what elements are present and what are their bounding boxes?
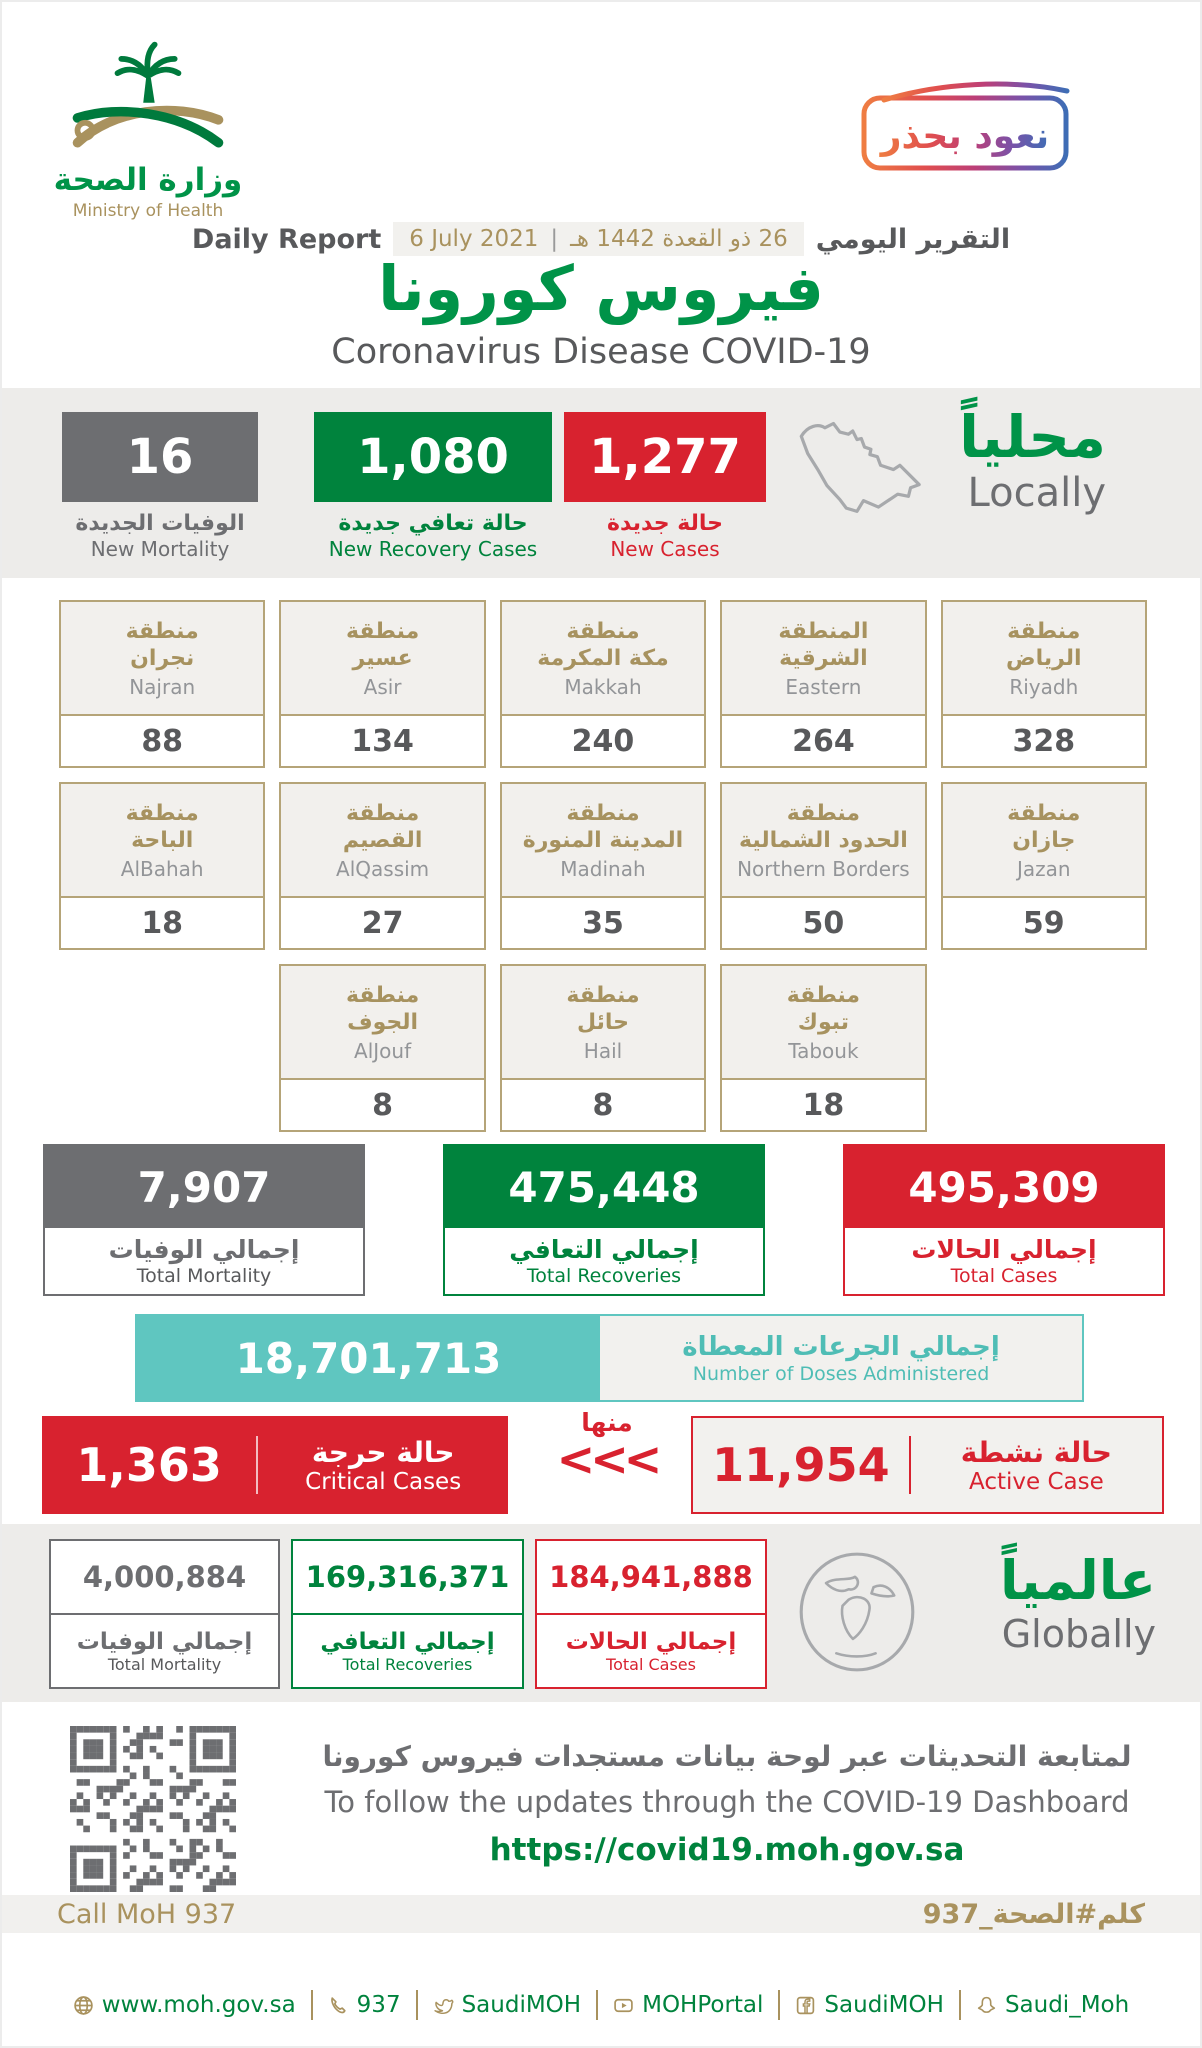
region-ar-line2: المدينة المنورة xyxy=(522,828,684,853)
twitter-link[interactable] xyxy=(418,1990,599,2020)
local-totals-row xyxy=(43,1144,1165,1296)
call-moh-band xyxy=(2,1895,1200,1933)
moh-logo-icon xyxy=(60,36,236,158)
return-with-caution-badge xyxy=(858,78,1072,178)
global-mortality-value: 4,000,884 xyxy=(82,1560,247,1594)
social-links-row xyxy=(2,1990,1200,2020)
region-ar-line2: حائل xyxy=(576,1010,629,1035)
global-mortality-box xyxy=(49,1539,280,1689)
region-ar-line1: منطقة xyxy=(125,800,199,826)
region-value: 59 xyxy=(1022,905,1065,941)
region-en: Asir xyxy=(363,674,402,699)
page-title-arabic: فيروس كورونا xyxy=(378,252,824,325)
region-card-northern-borders xyxy=(720,782,926,950)
region-ar-line1: منطقة xyxy=(1007,800,1081,826)
region-ar-line2: جازان xyxy=(1012,828,1076,853)
total-cases-value: 495,309 xyxy=(845,1146,1163,1228)
left-arrows-icon: <<< xyxy=(556,1432,658,1486)
globe-icon xyxy=(795,1550,919,1674)
phone-link[interactable] xyxy=(313,1990,418,2020)
region-en: Tabouk xyxy=(788,1038,859,1063)
facebook-icon xyxy=(795,1995,816,2016)
region-ar-line2: عسير xyxy=(352,646,413,671)
youtube-icon xyxy=(613,1995,634,2016)
region-ar-line1: منطقة xyxy=(786,800,860,826)
new-mortality-stat xyxy=(62,412,258,561)
total-recoveries-label-ar: إجمالي التعافي xyxy=(509,1235,699,1264)
social-label: 937 xyxy=(356,1992,401,2018)
dashboard-line-en: To follow the updates through the COVID-19 Dashboard xyxy=(324,1785,1130,1819)
global-cases-value: 184,941,888 xyxy=(549,1560,753,1594)
region-value: 8 xyxy=(592,1087,614,1123)
total-mortality-value: 7,907 xyxy=(45,1146,363,1228)
region-en: Eastern xyxy=(785,674,862,699)
total-recoveries-box xyxy=(443,1144,765,1296)
region-en: Riyadh xyxy=(1009,674,1079,699)
moh-logo-block xyxy=(50,36,246,221)
region-ar-line1: منطقة xyxy=(786,982,860,1008)
region-card-madinah xyxy=(500,782,706,950)
region-en: Hail xyxy=(583,1038,623,1063)
region-value: 18 xyxy=(802,1087,845,1123)
new-mortality-value: 16 xyxy=(62,412,258,502)
region-cards-grid xyxy=(59,600,1147,1132)
total-mortality-box xyxy=(43,1144,365,1296)
dashboard-line-ar: لمتابعة التحديثات عبر لوحة بيانات مستجدات فيروس كورونا xyxy=(322,1740,1132,1773)
global-cases-label-ar: إجمالي الحالات xyxy=(565,1628,737,1655)
total-mortality-label-en: Total Mortality xyxy=(136,1265,272,1287)
date-gregorian: 6 July 2021 xyxy=(409,226,539,252)
social-label: SaudiMOH xyxy=(461,1992,582,2018)
region-card-jazan xyxy=(941,782,1147,950)
region-ar-line1: منطقة xyxy=(566,800,640,826)
active-cases-label-ar: حالة نشطة xyxy=(960,1435,1112,1469)
global-cases-label-en: Total Cases xyxy=(606,1654,696,1674)
region-ar-line2: نجران xyxy=(130,646,195,671)
badge-text: نعود بحذر xyxy=(880,116,1050,157)
region-value: 88 xyxy=(141,723,184,759)
new-cases-stat xyxy=(564,412,766,561)
total-recoveries-label-en: Total Recoveries xyxy=(526,1265,682,1287)
global-recoveries-value: 169,316,371 xyxy=(305,1560,510,1594)
date-hijri: 26 ذو القعدة 1442 هـ xyxy=(570,226,788,252)
website-link[interactable] xyxy=(58,1990,313,2020)
critical-cases-label-ar: حالة حرجة xyxy=(311,1435,455,1469)
global-recoveries-label-ar: إجمالي التعافي xyxy=(320,1628,495,1655)
globe-icon xyxy=(73,1995,94,2016)
social-label: www.moh.gov.sa xyxy=(101,1992,296,2018)
region-value: 27 xyxy=(361,905,404,941)
new-recoveries-label-en: New Recovery Cases xyxy=(328,537,538,561)
new-recoveries-stat xyxy=(314,412,552,561)
region-en: Makkah xyxy=(564,674,642,699)
daily-report-label-en: Daily Report xyxy=(191,223,382,255)
region-en: AlJouf xyxy=(354,1038,412,1063)
new-cases-value: 1,277 xyxy=(564,412,766,502)
locally-heading-en: Locally xyxy=(967,469,1106,516)
total-recoveries-value: 475,448 xyxy=(445,1146,763,1228)
local-stats-band xyxy=(2,388,1200,578)
critical-cases-label-en: Critical Cases xyxy=(305,1468,462,1495)
region-value: 8 xyxy=(372,1087,394,1123)
social-label: MOHPortal xyxy=(642,1992,764,2018)
region-en: Najran xyxy=(129,674,196,699)
region-value: 264 xyxy=(792,723,855,759)
call-moh-hashtag-ar: كلم#الصحة_937 xyxy=(922,1898,1145,1930)
globally-heading xyxy=(1000,1550,1156,1656)
region-en: Jazan xyxy=(1016,856,1071,881)
region-card-albahah xyxy=(59,782,265,950)
new-recoveries-value: 1,080 xyxy=(314,412,552,502)
region-ar-line2: القصيم xyxy=(342,828,423,853)
region-card-hail xyxy=(500,964,706,1132)
social-label: SaudiMOH xyxy=(824,1992,944,2018)
region-ar-line2: الشرقية xyxy=(779,646,868,671)
region-en: Madinah xyxy=(560,856,646,881)
region-en: AlQassim xyxy=(336,856,430,881)
region-en: AlBahah xyxy=(120,856,204,881)
daily-report-label-ar: التقرير اليومي xyxy=(815,223,1011,255)
critical-cases-value: 1,363 xyxy=(76,1438,222,1492)
doses-label-ar: إجمالي الجرعات المعطاة xyxy=(682,1331,1000,1362)
region-card-alqassim xyxy=(279,782,485,950)
region-ar-line2: الرياض xyxy=(1005,646,1082,671)
ministry-name-english: Ministry of Health xyxy=(72,201,224,221)
doses-value: 18,701,713 xyxy=(137,1316,600,1400)
region-value: 328 xyxy=(1012,723,1076,759)
new-mortality-label-ar: الوفيات الجديدة xyxy=(75,511,245,536)
region-ar-line2: تبوك xyxy=(797,1010,849,1035)
new-mortality-label-en: New Mortality xyxy=(90,537,230,561)
ministry-name-arabic: وزارة الصحة xyxy=(53,162,243,198)
region-ar-line1: منطقة xyxy=(1007,618,1081,644)
region-value: 240 xyxy=(571,723,635,759)
globally-heading-en: Globally xyxy=(1001,1612,1156,1657)
total-mortality-label-ar: إجمالي الوفيات xyxy=(108,1235,300,1264)
page-title-english: Coronavirus Disease COVID-19 xyxy=(331,332,871,372)
global-stats-band xyxy=(2,1524,1200,1702)
globally-heading-ar: عالمياً xyxy=(1000,1549,1156,1612)
region-card-asir xyxy=(279,600,485,768)
region-value: 50 xyxy=(802,905,845,941)
snapchat-icon xyxy=(976,1995,997,2016)
region-ar-line1: منطقة xyxy=(125,618,199,644)
critical-cases-box xyxy=(42,1416,508,1514)
doses-administered-bar xyxy=(135,1314,1084,1402)
region-value: 134 xyxy=(351,723,414,759)
region-card-tabouk xyxy=(720,964,926,1132)
saudi-map-icon xyxy=(782,406,932,546)
active-cases-value: 11,954 xyxy=(712,1438,890,1492)
youtube-link[interactable] xyxy=(598,1990,780,2020)
call-moh-label-en: Call MoH 937 xyxy=(57,1898,237,1930)
dashboard-note xyxy=(292,1740,1162,1868)
social-label: Saudi_Moh xyxy=(1004,1992,1130,2018)
region-ar-line1: منطقة xyxy=(566,618,640,644)
region-ar-line1: المنطقة xyxy=(778,618,869,644)
badge-icon xyxy=(858,78,1072,174)
total-cases-label-en: Total Cases xyxy=(950,1265,1058,1287)
region-card-aljouf xyxy=(279,964,485,1132)
region-card-najran xyxy=(59,600,265,768)
region-ar-line1: منطقة xyxy=(345,800,420,826)
global-cases-box xyxy=(535,1539,767,1689)
snapchat-link[interactable] xyxy=(961,1990,1144,2020)
twitter-icon xyxy=(433,1995,454,2016)
global-mortality-label-en: Total Mortality xyxy=(107,1654,222,1674)
region-card-riyadh xyxy=(941,600,1147,768)
global-mortality-label-ar: إجمالي الوفيات xyxy=(76,1628,253,1655)
region-ar-line2: الحدود الشمالية xyxy=(739,828,908,853)
locally-heading xyxy=(959,404,1106,515)
of-which-label-ar: منها xyxy=(581,1408,633,1437)
region-ar-line2: الباحة xyxy=(131,828,194,853)
global-recoveries-label-en: Total Recoveries xyxy=(342,1654,473,1674)
dashboard-url-link[interactable]: https://covid19.moh.gov.sa xyxy=(489,1832,965,1868)
total-cases-box xyxy=(843,1144,1165,1296)
phone-icon xyxy=(328,1995,349,2016)
date-separator: | xyxy=(550,226,559,252)
new-cases-label-en: New Cases xyxy=(610,537,720,561)
global-recoveries-box xyxy=(291,1539,524,1689)
region-card-eastern xyxy=(720,600,926,768)
active-cases-label-en: Active Case xyxy=(968,1468,1104,1495)
locally-heading-ar: محلياً xyxy=(959,403,1106,471)
region-en: Northern Borders xyxy=(737,856,910,881)
active-cases-box xyxy=(691,1416,1164,1514)
region-card-makkah xyxy=(500,600,706,768)
region-ar-line1: منطقة xyxy=(345,618,420,644)
region-ar-line2: الجوف xyxy=(347,1010,419,1035)
region-value: 35 xyxy=(582,905,624,941)
region-ar-line2: مكة المكرمة xyxy=(537,646,669,671)
qr-code xyxy=(70,1726,236,1892)
report-date xyxy=(393,222,803,256)
new-recoveries-label-ar: حالة تعافي جديدة xyxy=(338,511,528,536)
of-which-annotation xyxy=(547,1408,667,1486)
dateline xyxy=(2,222,1200,256)
facebook-link[interactable] xyxy=(780,1990,961,2020)
region-value: 18 xyxy=(141,905,184,941)
region-ar-line1: منطقة xyxy=(345,982,420,1008)
region-ar-line1: منطقة xyxy=(566,982,640,1008)
total-cases-label-ar: إجمالي الحالات xyxy=(911,1235,1097,1264)
doses-label-en: Number of Doses Administered xyxy=(692,1362,990,1385)
new-cases-label-ar: حالة جديدة xyxy=(607,511,723,536)
